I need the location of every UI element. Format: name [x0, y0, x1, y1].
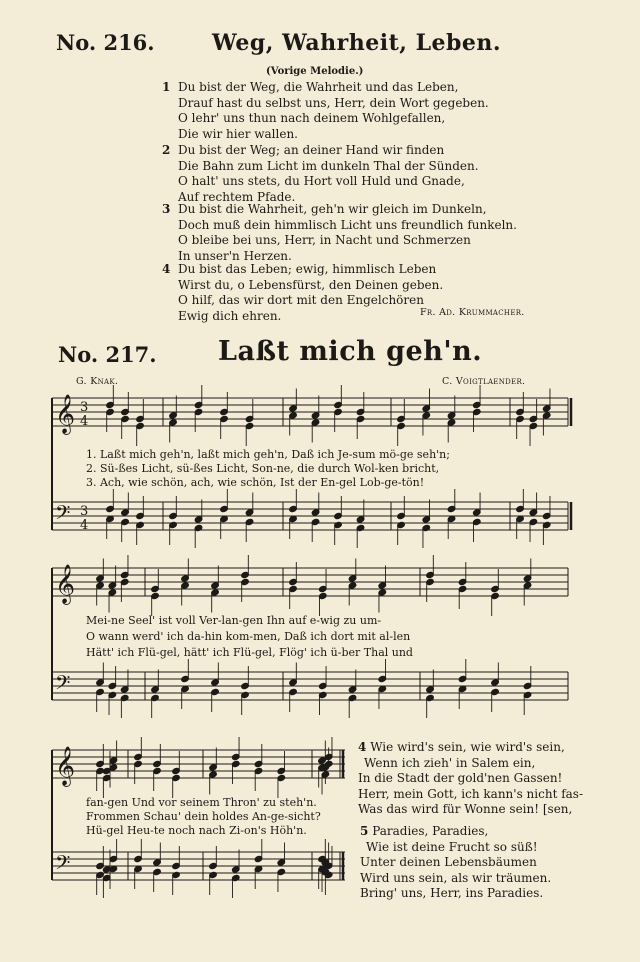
stanza-4-side	[358, 740, 583, 818]
verse-line: Bring' uns, Herr, ins Paradies.	[360, 886, 544, 900]
verse-line: Du bist der Weg; an deiner Hand wir finden	[178, 143, 445, 157]
hymn-217-number: No. 217.	[58, 342, 157, 367]
hymn-217-title: Laßt mich geh'n.	[218, 336, 483, 367]
verse-line	[358, 740, 583, 756]
hymn-216-number: No. 216.	[56, 30, 155, 55]
verse-line: Du bist das Leben; ewig, himmlisch Leben	[178, 262, 437, 276]
verse-text: Wie wird's sein, wie wird's sein,	[370, 740, 565, 754]
verse-line: Auf rechtem Pfade.	[178, 189, 296, 204]
bass-clef: 𝄢	[55, 851, 71, 879]
verse-text: Paradies, Paradies,	[372, 824, 489, 838]
verse-line: Ewig dich ehren.	[178, 308, 282, 323]
verse-line: Was das wird für Wonne sein! [sen,	[358, 802, 573, 816]
stanza-number: 3	[162, 202, 171, 216]
time-signature: 3	[80, 504, 89, 519]
treble-clef: 𝄞	[55, 394, 76, 434]
stanza-number: 5	[360, 824, 369, 838]
stanza-number: 4	[162, 262, 171, 276]
lyric-line: Hü-gel Heu-te noch nach Zi-on's Höh'n.	[86, 824, 307, 837]
lyric-line: Mei-ne Seel' ist voll Ver-lan-gen Ihn auf e-wig zu um-	[86, 614, 382, 627]
time-signature: 3	[80, 400, 89, 415]
melody-note: (Vorige Melodie.)	[266, 66, 364, 77]
lyric-line: O wann werd' ich da-hin kom-men, Daß ich dort mit al-len	[86, 630, 411, 643]
lyric-line: 1. Laßt mich geh'n, laßt mich geh'n, Daß ich Je-sum mö-ge seh'n;	[86, 448, 450, 461]
verse-line: In die Stadt der gold'nen Gassen!	[358, 771, 563, 785]
verse-line: O halt' uns stets, du Hort voll Huld und Gnade,	[178, 174, 465, 188]
verse-line: Drauf hast du selbst uns, Herr, dein Wort gegeben.	[178, 95, 489, 110]
stanza-number: 4	[358, 740, 367, 754]
verse-line: Unter deinen Lebensbäumen	[360, 855, 537, 869]
verse-line: O hilf, das wir dort mit den Engelchören	[178, 293, 424, 307]
hymn-216-author: Fr. Ad. Krummacher.	[420, 307, 525, 318]
composer: C. Voigtlaender.	[442, 376, 526, 387]
verse-line: Herr, mein Gott, ich kann's nicht fas-	[358, 786, 584, 801]
verse-line: Wirst du, o Lebensfürst, den Deinen geben.	[178, 277, 444, 292]
lyric-line: Hätt' ich Flü-gel, hätt' ich Flü-gel, Flög' ich ü-ber Thal und	[86, 646, 413, 659]
stanza-5-side	[360, 824, 551, 902]
verse-line	[360, 824, 551, 840]
stanza-number: 2	[162, 143, 171, 157]
verse-line: In unser'n Herzen.	[178, 248, 292, 263]
lyric-line: 3. Ach, wie schön, ach, wie schön, Ist der En-gel Lob-ge-tön!	[86, 476, 425, 489]
lyric-line: Frommen Schau' dein holdes An-ge-sicht?	[86, 810, 321, 823]
bass-clef: 𝄢	[55, 671, 71, 699]
treble-clef: 𝄞	[55, 564, 76, 604]
verse-line: Du bist der Weg, die Wahrheit und das Leben,	[178, 80, 459, 94]
verse-line: Doch muß dein himmlisch Licht uns freundlich funkeln.	[178, 217, 517, 232]
verse-line: O lehr' uns thun nach deinem Wohlgefallen,	[178, 111, 446, 125]
verse-line: Wird uns sein, als wir träumen.	[360, 870, 552, 885]
verse-line: Die wir hier wallen.	[178, 126, 298, 141]
verse-line: O bleibe bei uns, Herr, in Nacht und Schmerzen	[178, 233, 471, 247]
verse-line: Die Bahn zum Licht im dunkeln Thal der Sünden.	[178, 158, 479, 173]
lyric-line: fan-gen Und vor seinem Thron' zu steh'n.	[86, 796, 317, 809]
verse-line: Wenn ich zieh' in Salem ein,	[364, 755, 536, 770]
bass-clef: 𝄢	[55, 501, 71, 529]
text-author: G. Knak.	[76, 376, 119, 387]
treble-clef: 𝄞	[55, 746, 76, 786]
verse-line: Wie ist deine Frucht so süß!	[366, 839, 538, 854]
stanza-number: 1	[162, 80, 171, 94]
time-signature: 4	[80, 414, 89, 429]
time-signature: 4	[80, 518, 89, 533]
lyric-line: 2. Sü-ßes Licht, sü-ßes Licht, Son-ne, die durch Wol-ken bricht,	[86, 462, 440, 475]
verse-line: Du bist die Wahrheit, geh'n wir gleich im Dunkeln,	[178, 202, 487, 216]
hymn-216-title: Weg, Wahrheit, Leben.	[212, 30, 502, 56]
